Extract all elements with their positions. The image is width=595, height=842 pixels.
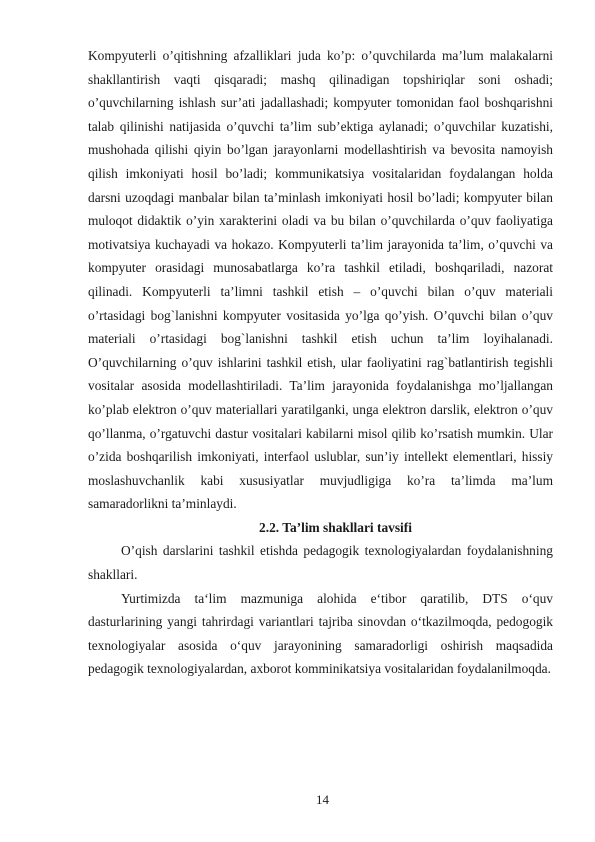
paragraph-curriculum: Yurtimizda ta‘lim mazmuniga alohida e‘tibor qaratilib, DTS o‘quv dasturlarining yangi tahrirdagi variantlari tajriba sinovdan o‘tkazilmoqda, pedogogik texnologiyalar asosida o‘quv jarayonining samaradorligi oshirish maqsadida pedagogik texnologiyalardan, axborot komminikatsiya vositalaridan foydalanilmoqda. xyxy=(88,590,553,677)
paragraph-computer-learning: Kompyuterli o’qitishning afzalliklari juda ko’p: o’quvchilarda ma’lum malakalarni shakllantirish vaqti qisqaradi; mashq qilinadigan topshiriqlar soni oshadi; o’quvchilarning ishlash sur’ati jadallashadi; kompyuter tomonidan faol boshqarishni talab qilinishi natijasida o’quvchi ta’lim sub’ektiga aylanadi; o’quvchilar kuzatishi, mushohada qilishi qiyin bo’lgan jarayonlarni modellashtirish va bevosita namoyish qilish imkoniyati hosil bo’ladi; kommunikatsiya vositalaridan foydalangan holda darsni uzoqdagi manbalar bilan ta’minlash imkoniyati hosil bo’ladi; kompyuter bilan muloqot didaktik o’yin xarakterini oladi va bu bilan o’quvchilarda o’quv faoliyatiga motivatsiya kuchayadi va hokazo. Kompyuterli ta’lim jarayonida ta’lim, o’quvchi va kompyuter orasidagi munosabatlarga ko’ra tashkil etiladi, boshqariladi, nazorat qilinadi. Kompyuterli ta’limni tashkil etish – o’quvchi bilan o’quv materiali o’rtasidagi bog`lanishni kompyuter vositasida yo’lga qo’yish. O’quvchi bilan o’quv materiali o’rtasidagi bog`lanishni tashkil etish uchun ta’lim loyihalanadi. O’quvchilarning o’quv ishlarini tashkil etish, ular faoliyatini rag`batlantirish tegishli vositalar asosida modellashtiriladi. Ta’lim jarayonida foydalanishga mo’ljallangan ko’plab elektron o’quv materiallari yaratilganki, unga elektron darslik, elektron o’quv qo’llanma, o’rgatuvchi dastur vositalari kabilarni misol qilib ko’rsatish mumkin. Ular o’zida boshqarilish imkoniyati, interfaol uslublar, sun’iy intellekt elementlari, hissiy moslashuvchanlik kabi xususiyatlar muvjudligiga ko’ra ta’limda ma’lum samaradorlikni ta’minlaydi. xyxy=(88,48,553,512)
document-page xyxy=(88,44,553,681)
section-heading: 2.2. Ta’lim shakllari tavsifi xyxy=(259,519,412,535)
page-number: 14 xyxy=(316,792,329,807)
paragraph-forms: O’qish darslarini tashkil etishda pedagogik texnologiyalardan foydalanishning shakllari. xyxy=(88,543,553,583)
